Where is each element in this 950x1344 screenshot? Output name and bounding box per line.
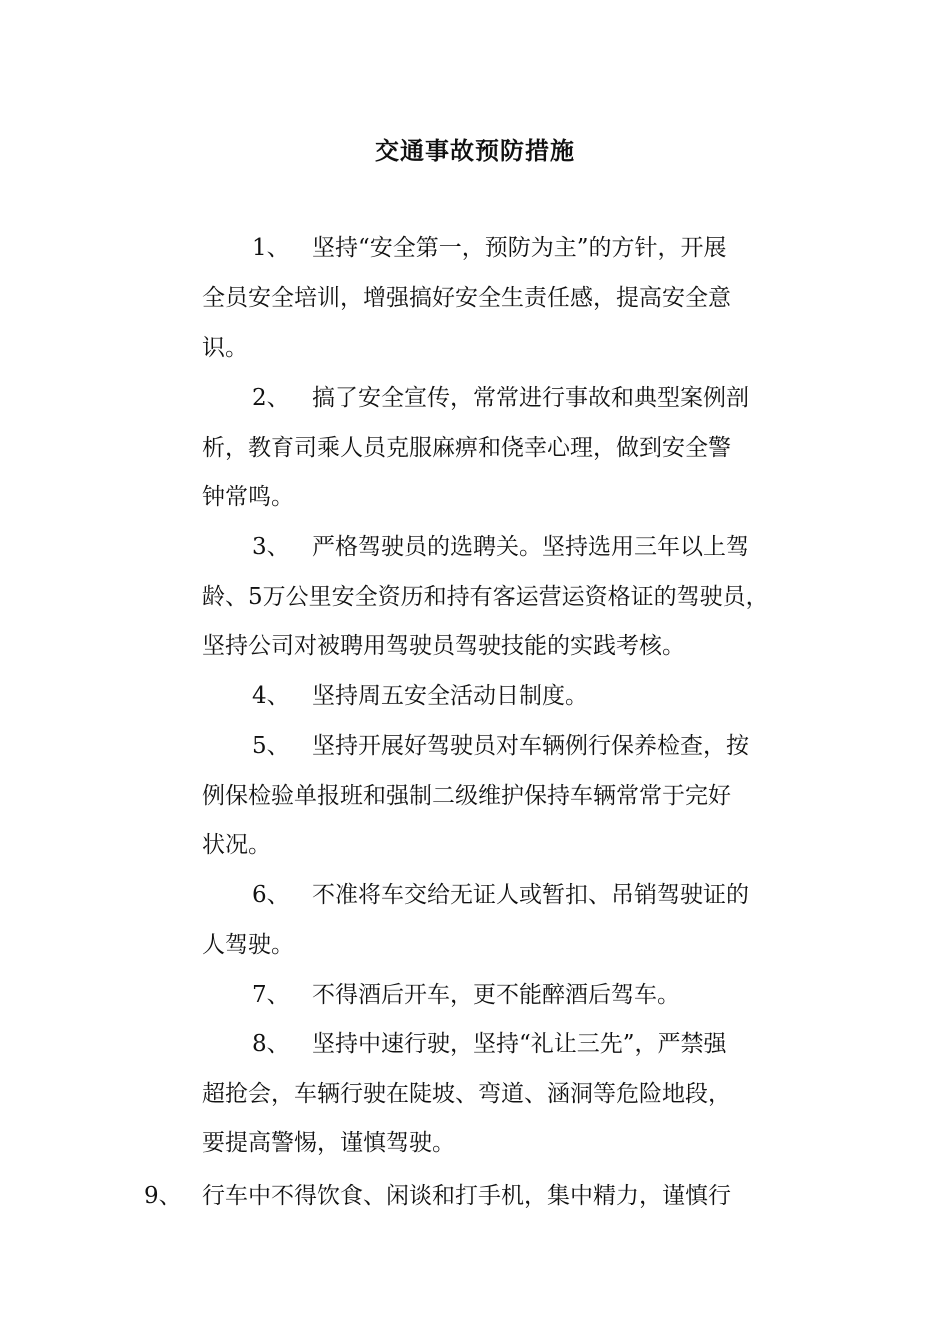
item-text-line: 全员安全培训，增强搞好安全生责任感，提高安全意 [202, 285, 731, 311]
item-text-line: 坚持公司对被聘用驾驶员驾驶技能的实践考核。 [202, 633, 685, 659]
item-text-line: 钟常鸣。 [202, 484, 294, 510]
item-text-line: 龄、5万公里安全资历和持有客运营运资格证的驾驶员， [202, 584, 769, 610]
item-number: 6、 [252, 882, 290, 908]
item-text-line: 状况。 [202, 832, 271, 858]
item-text-line: 析，教育司乘人员克服麻痹和侥幸心理，做到安全警 [202, 435, 731, 461]
item-text-line: 坚持中速行驶，坚持“礼让三先”，严禁强 [312, 1031, 727, 1057]
item-text-line: 不准将车交给无证人或暂扣、吊销驾驶证的 [312, 882, 749, 908]
item-number: 7、 [252, 982, 290, 1008]
item-text-line: 超抢会，车辆行驶在陡坡、弯道、涵洞等危险地段， [202, 1081, 731, 1107]
item-text-line: 不得酒后开车，更不能醉酒后驾车。 [312, 982, 680, 1008]
page-title: 交通事故预防措施 [375, 136, 575, 165]
item-number: 5、 [252, 733, 290, 759]
item-number: 8、 [252, 1031, 290, 1057]
item-text-line: 例保检验单报班和强制二级维护保持车辆常常于完好 [202, 783, 731, 809]
item-number: 4、 [252, 683, 290, 709]
item-text-line: 要提高警惕，谨慎驾驶。 [202, 1130, 455, 1156]
item-number: 2、 [252, 385, 290, 411]
item-text-line: 坚持开展好驾驶员对车辆例行保养检查，按 [312, 733, 749, 759]
item-text-line: 人驾驶。 [202, 932, 294, 958]
item-text-line: 坚持“安全第一，预防为主”的方针，开展 [312, 235, 727, 261]
item-text-line: 识。 [202, 335, 248, 361]
item-text-line: 坚持周五安全活动日制度。 [312, 683, 588, 709]
item-text-line: 搞了安全宣传，常常进行事故和典型案例剖 [312, 385, 749, 411]
item-text-line: 严格驾驶员的选聘关。坚持选用三年以上驾 [312, 534, 749, 560]
item-number: 9、 [144, 1183, 182, 1209]
item-number: 1、 [252, 235, 290, 261]
item-number: 3、 [252, 534, 290, 560]
item-text-line: 行车中不得饮食、闲谈和打手机，集中精力，谨慎行 [202, 1183, 731, 1209]
